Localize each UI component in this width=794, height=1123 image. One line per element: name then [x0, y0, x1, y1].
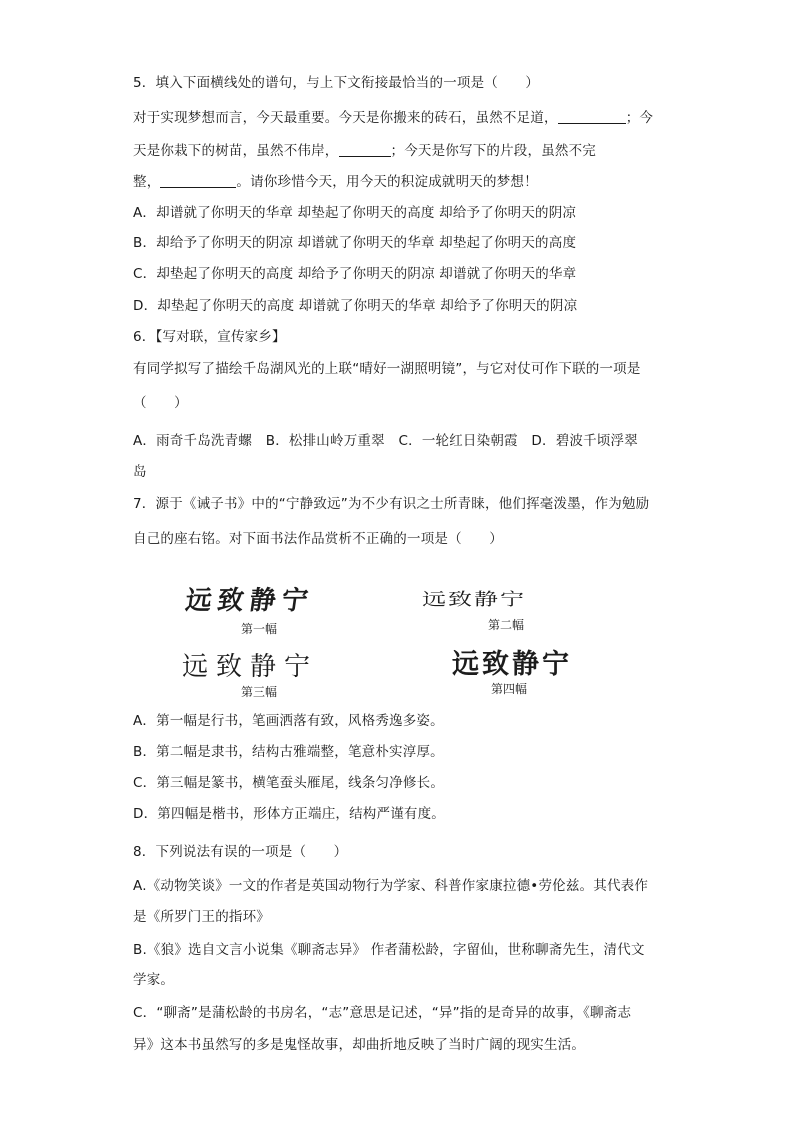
q8-option-a-line-1: A.《动物笑谈》一文的作者是英国动物行为学家、科普作家康拉德•劳伦兹。其代表作 [133, 878, 649, 894]
calligraphy-figure [170, 566, 610, 706]
q5-passage-end-3: 。请你珍惜今天，用今天的积淀成就明天的梦想！ [236, 174, 538, 190]
q7-option-c: C．第三幅是篆书，横笔蚕头雁尾，线条匀净修长。 [133, 775, 445, 791]
q7-option-b: B．第二幅是隶书，结构古雅端整，笔意朴实淳厚。 [133, 744, 444, 760]
q6-title: 6．【写对联，宣传家乡】 [133, 329, 286, 345]
q5-blank-1[interactable] [558, 109, 626, 124]
q5-stem: 5．填入下面横线处的谱句，与上下文衔接最恰当的一项是（ ） [133, 75, 540, 91]
q8-option-a-line-2: 是《所罗门王的指环》 [133, 909, 270, 925]
q5-blank-2[interactable] [339, 142, 391, 157]
calligraphy-caption-3: 第三幅 [241, 685, 278, 699]
q5-passage-end-2: ；今天是你写下的片段，虽然不完 [390, 143, 596, 159]
q5-passage-line-3 [133, 172, 663, 192]
q5-passage-line-2 [133, 141, 663, 161]
q7-stem-line-1: 7．源于《诫子书》中的“宁静致远”为不少有识之士所青睐，他们挥毫泼墨，作为勉励 [133, 496, 650, 512]
calligraphy-work-4: 远致静宁 [452, 649, 572, 680]
q6-answer-paren: （ ） [133, 395, 188, 411]
q5-option-b: B．却给予了你明天的阴凉 却谱就了你明天的华章 却垫起了你明天的高度 [133, 235, 577, 251]
q5-passage-line-1 [133, 108, 663, 128]
q5-option-a: A．却谱就了你明天的华章 却垫起了你明天的高度 却给予了你明天的阴凉 [133, 205, 577, 221]
q8-option-b-line-2: 学家。 [133, 972, 175, 988]
q8-option-c-line-1: C．“聊斋”是蒲松龄的书房名，“志”意思是记述，“异”指的是奇异的故事，《聊斋志 [133, 1005, 632, 1021]
q7-option-d: D．第四幅是楷书，形体方正端庄，结构严谨有度。 [133, 806, 445, 822]
q8-option-b-line-1: B.《狼》选自文言小说集《聊斋志异》 作者蒲松龄，字留仙，世称聊斋先生，清代文 [133, 942, 645, 958]
q5-passage-text-3: 整， [133, 174, 161, 190]
q5-blank-3[interactable] [160, 173, 236, 188]
calligraphy-caption-2: 第二幅 [488, 618, 525, 632]
q6-options-end: 岛 [133, 464, 147, 480]
q7-stem-line-2: 自己的座右铭。对下面书法作品赏析不正确的一项是（ ） [133, 531, 503, 547]
q5-option-d: D．却垫起了你明天的高度 却谱就了你明天的华章 却给予了你明天的阴凉 [133, 298, 578, 314]
q5-passage-end-1: ；今 [625, 110, 654, 126]
q5-option-c: C．却垫起了你明天的高度 却给予了你明天的阴凉 却谱就了你明天的华章 [133, 266, 577, 282]
q5-passage-text-2: 天是你栽下的树苗，虽然不伟岸， [133, 143, 339, 159]
calligraphy-work-3: 远致静宁 [182, 652, 319, 682]
calligraphy-caption-1: 第一幅 [241, 622, 278, 636]
calligraphy-work-1: 远致静宁 [183, 586, 316, 616]
q5-passage-text-1: 对于实现梦想而言，今天最重要。今天是你搬来的砖石，虽然不足道， [133, 110, 558, 126]
q8-option-c-line-2: 异》这本书虽然写的多是鬼怪故事，却曲折地反映了当时广阔的现实生活。 [133, 1037, 586, 1053]
q6-options: A．雨奇千岛洗青螺 B．松排山岭万重翠 C．一轮红日染朝霞 D．碧波千顷浮翠 [133, 433, 638, 449]
q7-option-a: A．第一幅是行书，笔画洒落有致，风格秀逸多姿。 [133, 713, 444, 729]
q6-stem: 有同学拟写了描绘千岛湖风光的上联“晴好一湖照明镜”，与它对仗可作下联的一项是 [133, 361, 641, 377]
calligraphy-work-2: 远致静宁 [422, 589, 526, 610]
calligraphy-caption-4: 第四幅 [491, 682, 528, 696]
q8-stem: 8．下列说法有误的一项是（ ） [133, 844, 348, 860]
